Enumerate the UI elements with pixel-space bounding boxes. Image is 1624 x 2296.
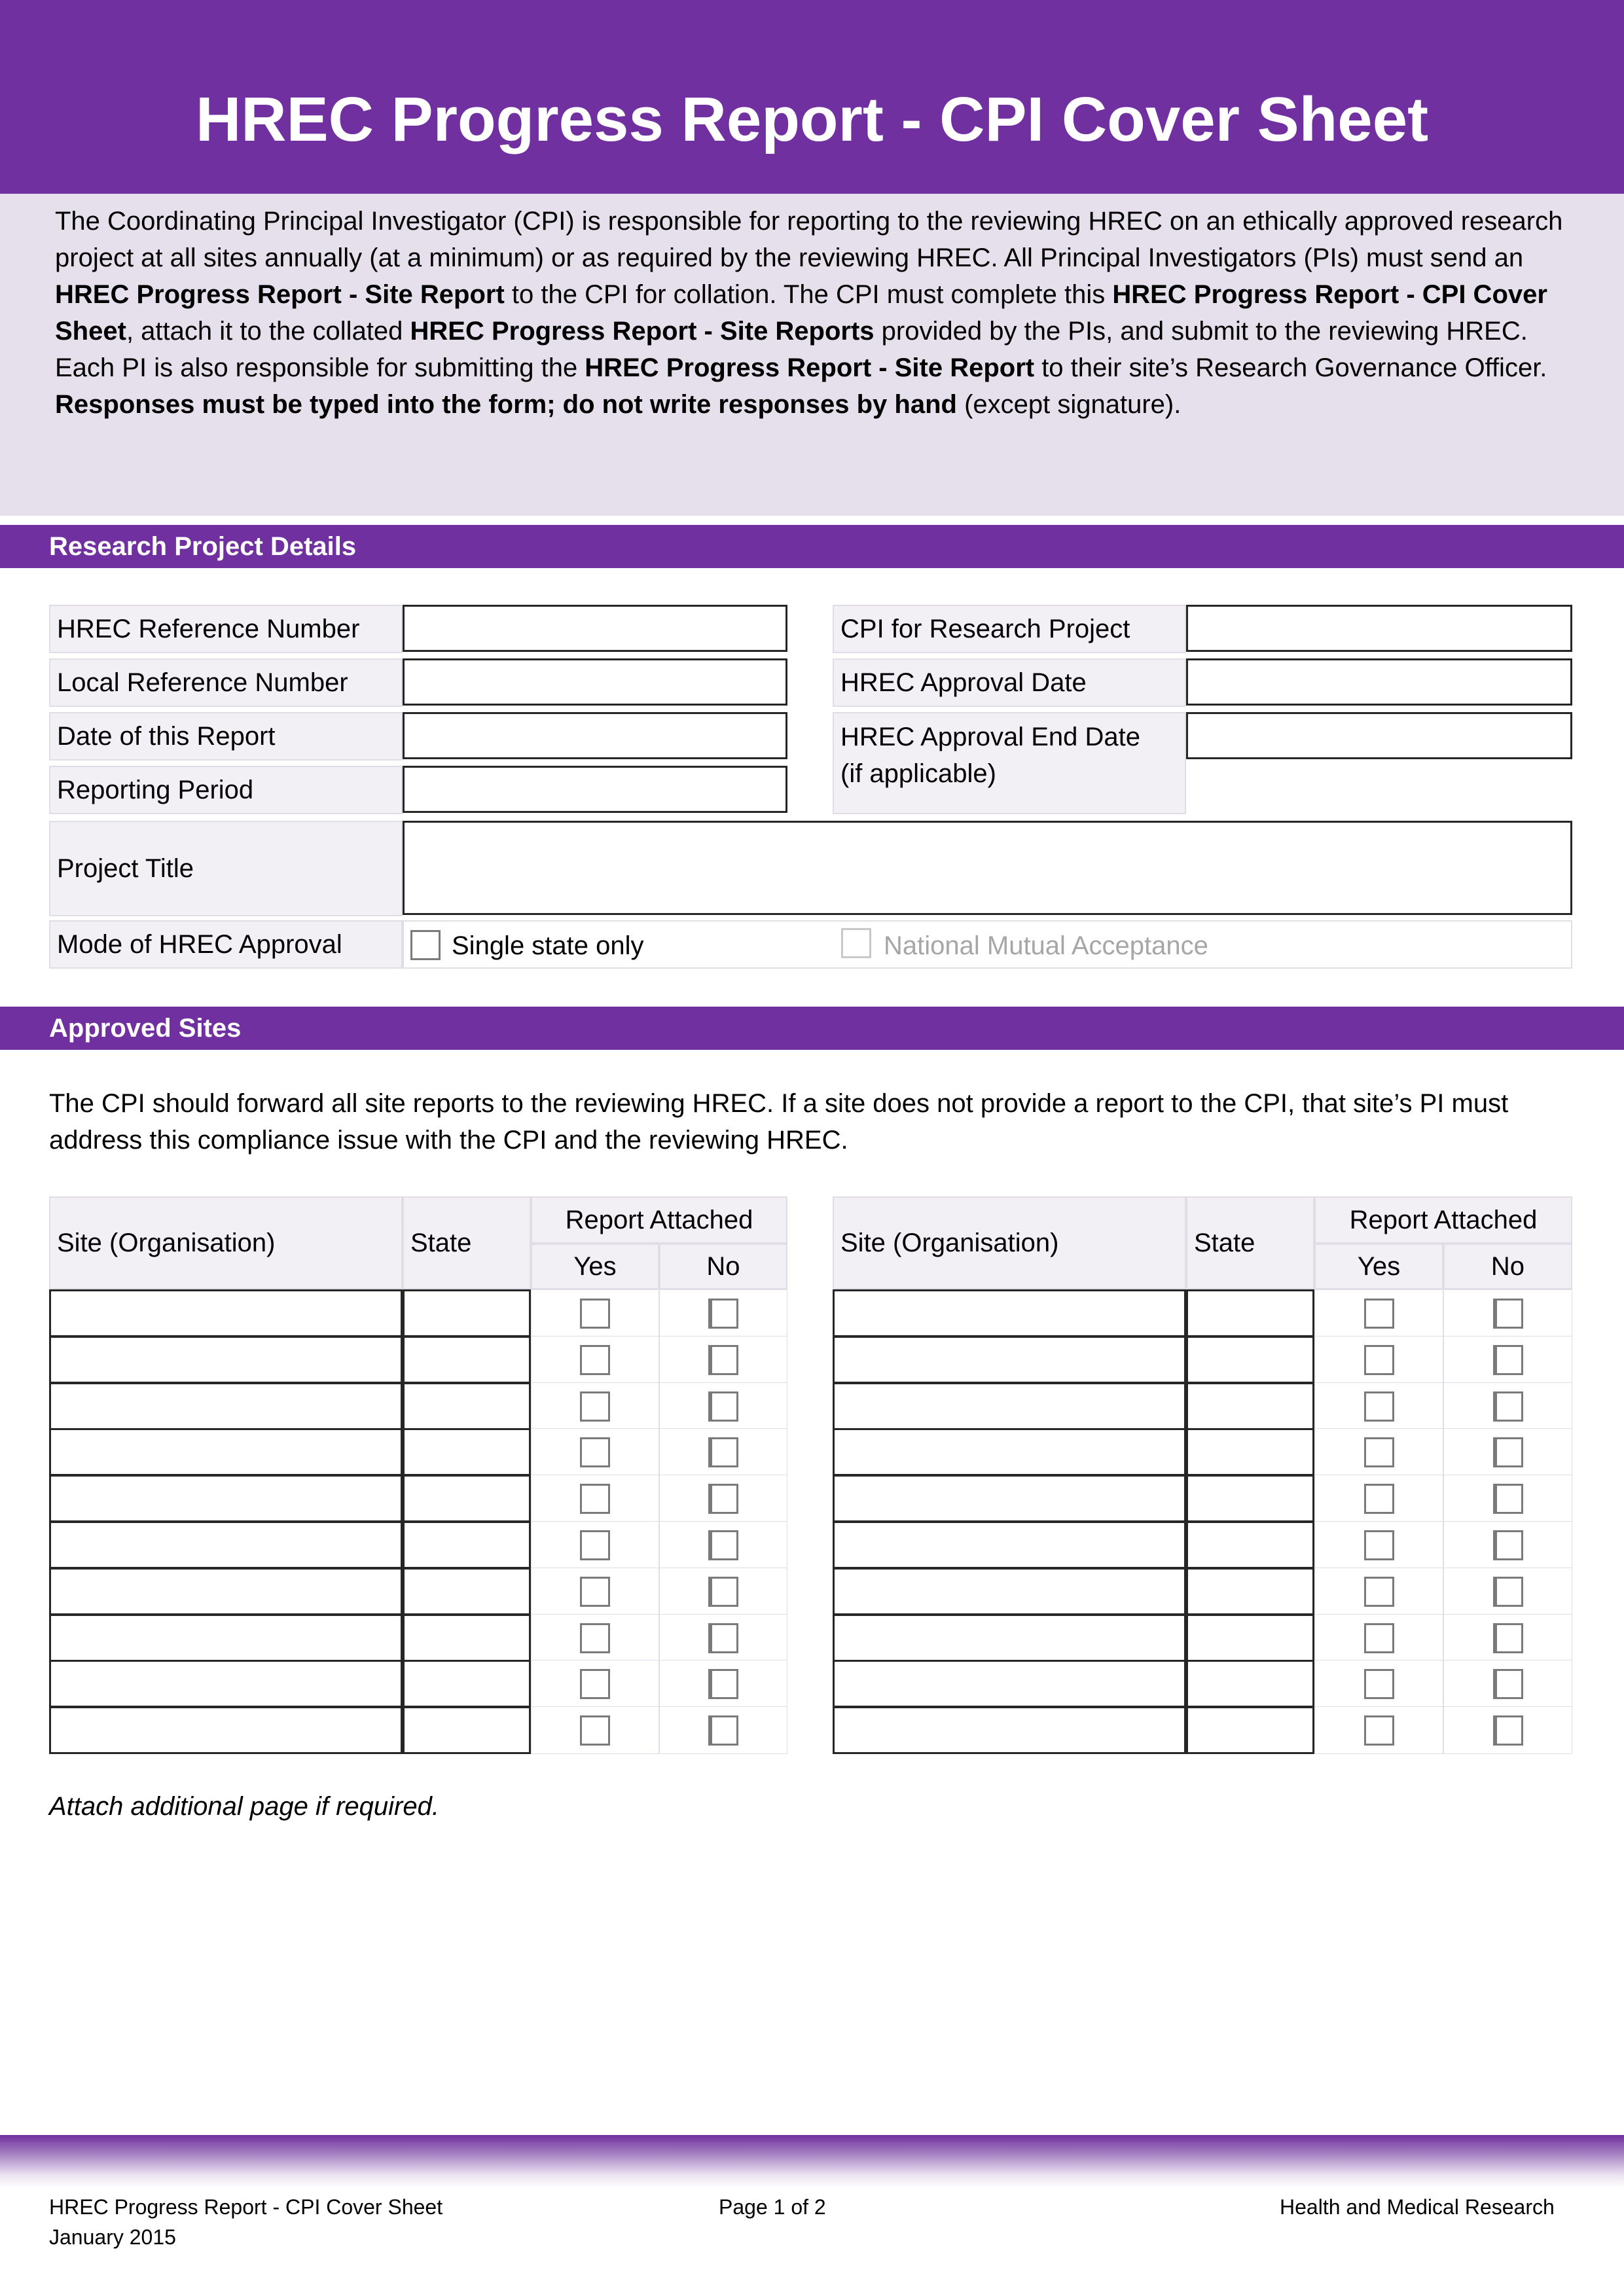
left-state-input[interactable] — [403, 1706, 531, 1754]
right-no-checkbox[interactable] — [1493, 1669, 1523, 1699]
date-of-report-field[interactable] — [403, 712, 787, 759]
left-state-input[interactable] — [403, 1289, 531, 1337]
right-no-cell — [1443, 1706, 1572, 1754]
right-yes-checkbox[interactable] — [1364, 1577, 1394, 1607]
right-state-input[interactable] — [1186, 1289, 1314, 1337]
right-yes-cell — [1314, 1614, 1443, 1662]
left-no-checkbox[interactable] — [708, 1484, 738, 1514]
left-yes-checkbox[interactable] — [580, 1669, 610, 1699]
left-site-input[interactable] — [49, 1382, 403, 1430]
left-site-input[interactable] — [49, 1706, 403, 1754]
footer-organisation: Health and Medical Research — [1280, 2195, 1555, 2219]
right-yes-cell — [1314, 1336, 1443, 1384]
attach-note: Attach additional page if required. — [49, 1792, 439, 1821]
left-yes-cell — [531, 1289, 659, 1337]
left-state-input[interactable] — [403, 1521, 531, 1569]
right-no-checkbox[interactable] — [1493, 1391, 1523, 1422]
left-site-input[interactable] — [49, 1475, 403, 1522]
left-table-header-report: Report Attached — [531, 1196, 787, 1244]
right-yes-cell — [1314, 1382, 1443, 1430]
left-yes-cell — [531, 1660, 659, 1708]
right-no-cell — [1443, 1568, 1572, 1615]
right-no-checkbox[interactable] — [1493, 1437, 1523, 1467]
left-yes-checkbox[interactable] — [580, 1530, 610, 1560]
left-yes-checkbox[interactable] — [580, 1623, 610, 1653]
right-no-checkbox[interactable] — [1493, 1345, 1523, 1375]
nma-checkbox[interactable] — [841, 928, 871, 958]
right-no-checkbox[interactable] — [1493, 1299, 1523, 1329]
reporting-period-label: Reporting Period — [49, 766, 403, 814]
left-no-cell — [659, 1568, 787, 1615]
left-yes-cell — [531, 1614, 659, 1662]
left-state-input[interactable] — [403, 1568, 531, 1615]
right-state-input[interactable] — [1186, 1428, 1314, 1476]
left-yes-cell — [531, 1428, 659, 1476]
right-no-cell — [1443, 1382, 1572, 1430]
section-title-approved-sites: Approved Sites — [49, 1014, 242, 1043]
right-state-input[interactable] — [1186, 1336, 1314, 1384]
left-no-cell — [659, 1521, 787, 1569]
cpi-label: CPI for Research Project — [833, 605, 1186, 653]
right-site-input[interactable] — [833, 1289, 1186, 1337]
left-no-checkbox[interactable] — [708, 1577, 738, 1607]
footer-doc-title: HREC Progress Report - CPI Cover Sheet — [49, 2195, 443, 2219]
approved-sites-description: The CPI should forward all site reports to the reviewing HREC. If a site does not provide a report to the CPI, that site’s PI must address this compliance issue with the CPI and the reviewing HREC. — [49, 1089, 1509, 1155]
single-state-checkbox[interactable] — [410, 930, 441, 960]
left-site-input[interactable] — [49, 1568, 403, 1615]
left-yes-cell — [531, 1568, 659, 1615]
left-no-cell — [659, 1660, 787, 1708]
right-no-cell — [1443, 1521, 1572, 1569]
left-no-checkbox[interactable] — [708, 1391, 738, 1422]
right-yes-cell — [1314, 1706, 1443, 1754]
left-yes-checkbox[interactable] — [580, 1299, 610, 1329]
nma-label: National Mutual Acceptance — [884, 931, 1208, 960]
intro-paragraph-2: Each PI is also responsible for submitting the HREC Progress Report - Site Report to their site’s Research Governance Officer. — [55, 353, 1547, 382]
right-no-checkbox[interactable] — [1493, 1530, 1523, 1560]
left-no-cell — [659, 1289, 787, 1337]
section-bar-approved-sites — [0, 1007, 1624, 1050]
left-site-input[interactable] — [49, 1521, 403, 1569]
right-state-input[interactable] — [1186, 1382, 1314, 1430]
local-reference-label: Local Reference Number — [49, 658, 403, 707]
right-no-checkbox[interactable] — [1493, 1623, 1523, 1653]
right-site-input[interactable] — [833, 1521, 1186, 1569]
left-no-checkbox[interactable] — [708, 1437, 738, 1467]
footer-page-number: Page 1 of 2 — [719, 2195, 826, 2219]
cpi-field[interactable] — [1186, 605, 1572, 652]
left-yes-checkbox[interactable] — [580, 1391, 610, 1422]
right-yes-checkbox[interactable] — [1364, 1715, 1394, 1746]
right-site-input[interactable] — [833, 1382, 1186, 1430]
right-site-input[interactable] — [833, 1336, 1186, 1384]
section-title-project-details: Research Project Details — [49, 532, 357, 561]
left-yes-cell — [531, 1475, 659, 1522]
right-state-input[interactable] — [1186, 1614, 1314, 1662]
right-state-input[interactable] — [1186, 1475, 1314, 1522]
left-yes-cell — [531, 1336, 659, 1384]
left-table-header-state: State — [403, 1196, 531, 1289]
project-title-field[interactable] — [403, 821, 1572, 915]
left-no-cell — [659, 1336, 787, 1384]
right-yes-cell — [1314, 1475, 1443, 1522]
left-no-cell — [659, 1382, 787, 1430]
right-site-input[interactable] — [833, 1568, 1186, 1615]
left-table-header-yes: Yes — [531, 1244, 659, 1289]
hrec-reference-field[interactable] — [403, 605, 787, 652]
right-yes-checkbox[interactable] — [1364, 1299, 1394, 1329]
left-site-input[interactable] — [49, 1614, 403, 1662]
right-no-cell — [1443, 1336, 1572, 1384]
left-no-cell — [659, 1706, 787, 1754]
right-table-header-yes: Yes — [1314, 1244, 1443, 1289]
right-no-cell — [1443, 1289, 1572, 1337]
left-yes-checkbox[interactable] — [580, 1484, 610, 1514]
right-yes-checkbox[interactable] — [1364, 1623, 1394, 1653]
reporting-period-field[interactable] — [403, 766, 787, 813]
footer-date: January 2015 — [49, 2225, 176, 2249]
left-no-checkbox[interactable] — [708, 1345, 738, 1375]
left-yes-checkbox[interactable] — [580, 1345, 610, 1375]
footer-band — [0, 2135, 1624, 2187]
left-state-input[interactable] — [403, 1475, 531, 1522]
right-yes-cell — [1314, 1521, 1443, 1569]
left-yes-checkbox[interactable] — [580, 1437, 610, 1467]
right-site-input[interactable] — [833, 1614, 1186, 1662]
right-no-checkbox[interactable] — [1493, 1715, 1523, 1746]
left-state-input[interactable] — [403, 1336, 531, 1384]
right-no-checkbox[interactable] — [1493, 1484, 1523, 1514]
right-yes-checkbox[interactable] — [1364, 1345, 1394, 1375]
left-yes-cell — [531, 1521, 659, 1569]
right-state-input[interactable] — [1186, 1521, 1314, 1569]
left-site-input[interactable] — [49, 1660, 403, 1708]
mode-of-approval-label: Mode of HREC Approval — [49, 920, 403, 969]
page-title: HREC Progress Report - CPI Cover Sheet — [195, 84, 1429, 154]
right-no-checkbox[interactable] — [1493, 1577, 1523, 1607]
left-site-input[interactable] — [49, 1336, 403, 1384]
right-state-input[interactable] — [1186, 1660, 1314, 1708]
right-no-cell — [1443, 1475, 1572, 1522]
right-yes-checkbox[interactable] — [1364, 1530, 1394, 1560]
left-no-checkbox[interactable] — [708, 1715, 738, 1746]
left-no-cell — [659, 1428, 787, 1476]
left-state-input[interactable] — [403, 1614, 531, 1662]
left-yes-checkbox[interactable] — [580, 1715, 610, 1746]
left-state-input[interactable] — [403, 1428, 531, 1476]
approval-end-date-field[interactable] — [1186, 712, 1572, 759]
right-no-cell — [1443, 1660, 1572, 1708]
left-yes-cell — [531, 1706, 659, 1754]
intro-paragraph-1: The Coordinating Principal Investigator (CPI) is responsible for reporting to the reviewing HREC on an ethically approved research project at all sites annually (at a minimum) or as required by the reviewing HREC. All Principal Investigators (PIs) must send an HREC Progress Report - Site Report to the CPI for collation. The CPI must complete this HREC Progress Report - CPI Cover Sheet, attach it to the collated HREC Progress Report - Site Reports provided by the PIs, and submit to the reviewing HREC. — [55, 207, 1563, 346]
left-site-input[interactable] — [49, 1289, 403, 1337]
right-table-header-state: State — [1186, 1196, 1314, 1289]
left-no-checkbox[interactable] — [708, 1530, 738, 1560]
intro-paragraph-3: Responses must be typed into the form; do not write responses by hand (except signature). — [55, 390, 1182, 419]
single-state-label: Single state only — [452, 931, 644, 960]
date-of-report-label: Date of this Report — [49, 712, 403, 761]
right-yes-checkbox[interactable] — [1364, 1437, 1394, 1467]
left-state-input[interactable] — [403, 1660, 531, 1708]
right-yes-checkbox[interactable] — [1364, 1669, 1394, 1699]
local-reference-field[interactable] — [403, 658, 787, 706]
left-no-cell — [659, 1475, 787, 1522]
approval-end-date-label: HREC Approval End Date (if applicable) — [833, 712, 1186, 814]
right-site-input[interactable] — [833, 1475, 1186, 1522]
right-yes-checkbox[interactable] — [1364, 1391, 1394, 1422]
right-yes-cell — [1314, 1428, 1443, 1476]
left-yes-checkbox[interactable] — [580, 1577, 610, 1607]
right-site-input[interactable] — [833, 1660, 1186, 1708]
left-no-checkbox[interactable] — [708, 1623, 738, 1653]
left-table-header-site: Site (Organisation) — [49, 1196, 403, 1289]
right-yes-checkbox[interactable] — [1364, 1484, 1394, 1514]
project-title-label: Project Title — [49, 821, 403, 916]
right-site-input[interactable] — [833, 1428, 1186, 1476]
right-state-input[interactable] — [1186, 1706, 1314, 1754]
right-table-header-report: Report Attached — [1314, 1196, 1572, 1244]
intro-text — [55, 203, 1580, 423]
left-table-header-no: No — [659, 1244, 787, 1289]
left-no-checkbox[interactable] — [708, 1299, 738, 1329]
right-yes-cell — [1314, 1568, 1443, 1615]
left-no-cell — [659, 1614, 787, 1662]
right-yes-cell — [1314, 1660, 1443, 1708]
left-site-input[interactable] — [49, 1428, 403, 1476]
right-site-input[interactable] — [833, 1706, 1186, 1754]
right-state-input[interactable] — [1186, 1568, 1314, 1615]
right-table-header-no: No — [1443, 1244, 1572, 1289]
right-yes-cell — [1314, 1289, 1443, 1337]
approval-date-label: HREC Approval Date — [833, 658, 1186, 707]
right-no-cell — [1443, 1428, 1572, 1476]
right-table-header-site: Site (Organisation) — [833, 1196, 1186, 1289]
approval-date-field[interactable] — [1186, 658, 1572, 706]
right-no-cell — [1443, 1614, 1572, 1662]
left-yes-cell — [531, 1382, 659, 1430]
left-state-input[interactable] — [403, 1382, 531, 1430]
hrec-reference-label: HREC Reference Number — [49, 605, 403, 653]
left-no-checkbox[interactable] — [708, 1669, 738, 1699]
